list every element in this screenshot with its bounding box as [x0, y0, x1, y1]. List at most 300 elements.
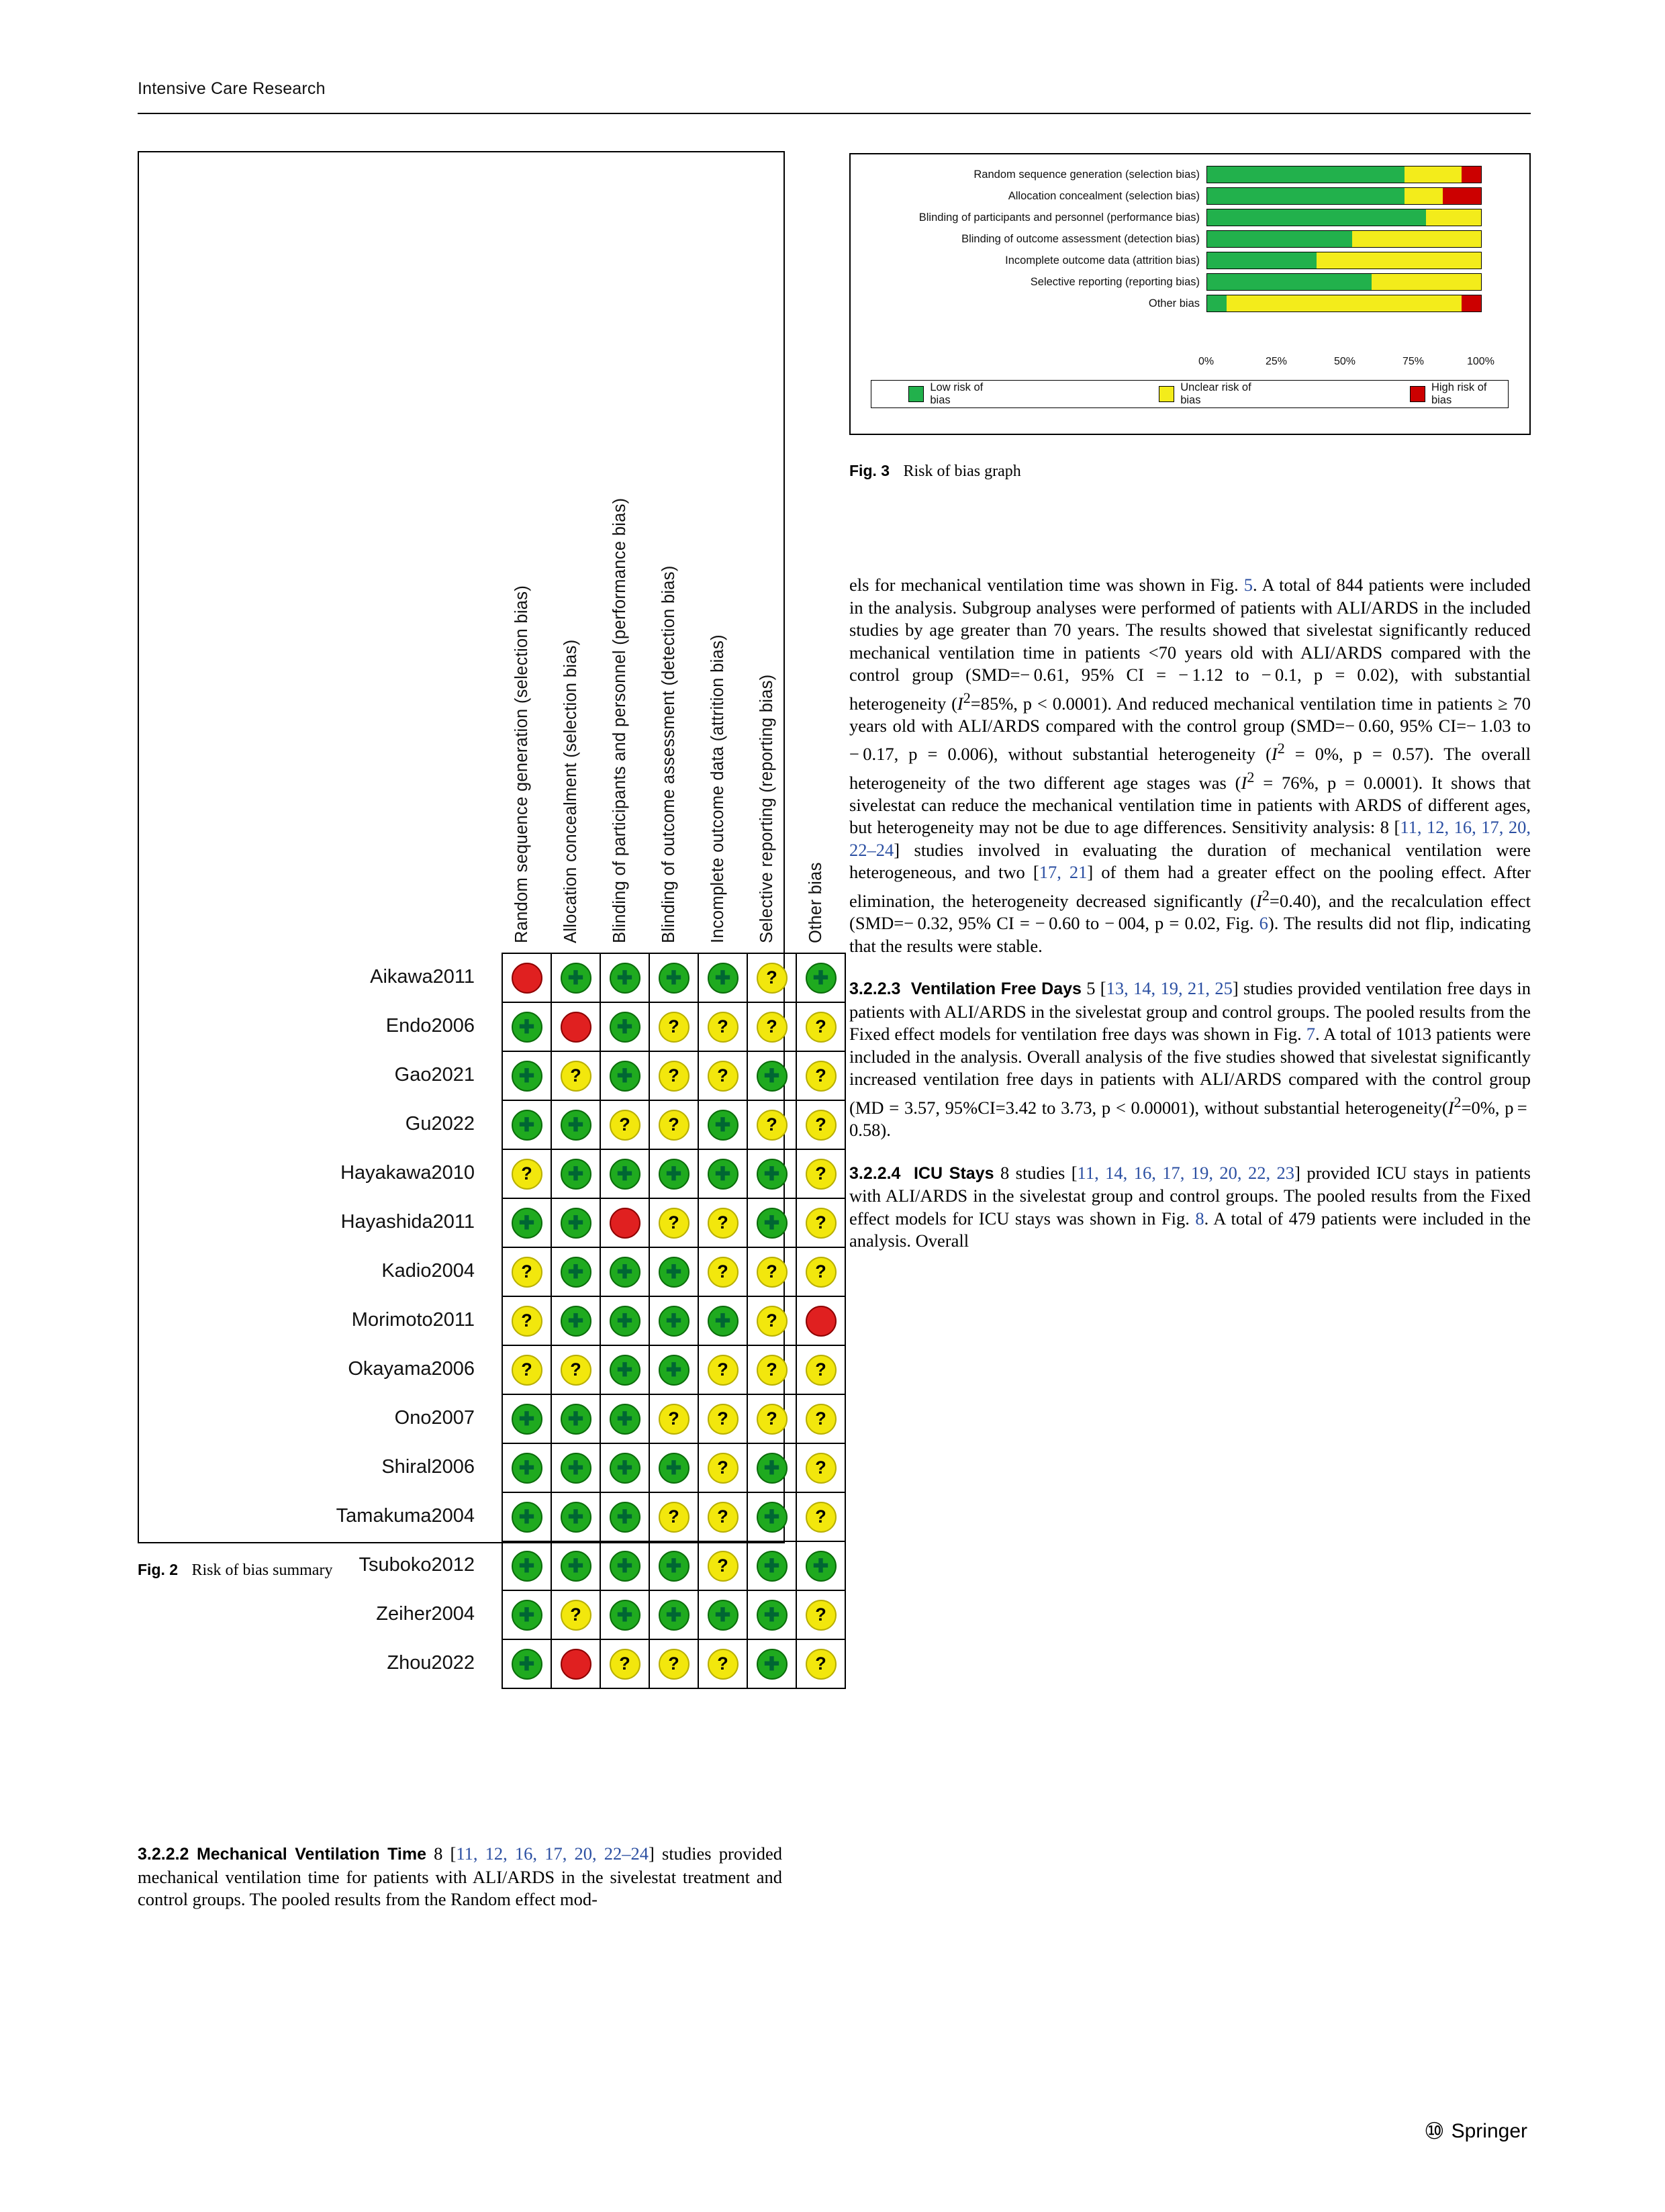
fig2-judgement-cell: [601, 954, 650, 1003]
judgement-unclear-icon: ?: [806, 1502, 837, 1533]
fig2-judgement-cell: [748, 1003, 797, 1052]
fig2-study-row: [503, 1297, 846, 1346]
fig2-column-header: Other bias: [806, 862, 825, 943]
fig2-judgement-cell: [601, 1346, 650, 1395]
fig2-judgement-cell: [650, 1640, 699, 1689]
i-squared-symbol: I: [1241, 772, 1247, 793]
judgement-low-icon: ✚: [757, 1208, 788, 1239]
judgement-low-icon: ✚: [512, 1502, 542, 1533]
judgement-unclear-icon: ?: [806, 1600, 837, 1631]
fig2-study-label: Endo2006: [385, 1015, 475, 1037]
judgement-low-icon: ✚: [610, 1012, 640, 1043]
judgement-low-icon: ✚: [757, 1649, 788, 1680]
fig2-judgement-cell: [748, 1493, 797, 1542]
text-run: ] provided ICU stays in patients with ALI/ARDS in the sivelestat group and control groups. The pooled results from the Fixed effect models for ICU stays was shown in Fig.: [849, 1162, 1531, 1229]
fig2-judgement-cell: [503, 1297, 552, 1346]
judgement-low-icon: ✚: [610, 1306, 640, 1337]
publisher-footer: [1424, 2118, 1527, 2145]
text-run: ] of them had a greater effect on the pooling effect. After elimination, the heterogeneity decreased significantly (: [849, 862, 1531, 911]
fig3-legend: [871, 380, 1509, 408]
i-squared-exponent: 2: [1262, 886, 1270, 904]
fig2-judgement-cell: [601, 1101, 650, 1150]
fig2-judgement-cell: [552, 1444, 601, 1493]
judgement-low-icon: ✚: [610, 1551, 640, 1582]
fig2-judgement-cell: [552, 1591, 601, 1640]
fig3-bar: [1206, 166, 1482, 183]
left-column-text: [138, 1843, 782, 1911]
fig3-bar: [1206, 209, 1482, 226]
judgement-high-icon: [610, 1208, 640, 1239]
fig2-judgement-cell: [699, 1003, 748, 1052]
section-title: Ventilation Free Days: [910, 979, 1082, 999]
judgement-low-icon: ✚: [659, 1453, 689, 1484]
judgement-low-icon: ✚: [610, 1159, 640, 1190]
fig3-bar-label: Random sequence generation (selection bias): [973, 168, 1200, 181]
text-run: 5 [: [1081, 978, 1106, 999]
fig3-segment-low: [1207, 252, 1317, 269]
judgement-low-icon: ✚: [610, 1502, 640, 1533]
judgement-unclear-icon: ?: [561, 1061, 591, 1092]
judgement-high-icon: [561, 1649, 591, 1680]
judgement-unclear-icon: ?: [806, 1355, 837, 1386]
fig3-bar-label: Allocation concealment (selection bias): [1008, 189, 1200, 202]
judgement-unclear-icon: ?: [512, 1257, 542, 1288]
judgement-unclear-icon: ?: [757, 1110, 788, 1141]
judgement-low-icon: ✚: [757, 1453, 788, 1484]
judgement-low-icon: ✚: [659, 963, 689, 994]
fig2-judgement-cell: [601, 1199, 650, 1248]
fig2-study-label: Kadio2004: [381, 1260, 475, 1282]
fig2-study-row: [503, 1248, 846, 1297]
text-run: =85%, p < 0.0001). And reduced mechanical ventilation time in patients ≥ 70 years old with ALI/ARDS compared with the control group (SMD=− 0.60, 95% CI=− 1.03 to − 0.17, p = 0.006), without substantial heterogeneity (: [849, 693, 1531, 765]
judgement-high-icon: [561, 1012, 591, 1043]
judgement-unclear-icon: ?: [757, 1306, 788, 1337]
fig3-segment-unclear: [1372, 274, 1481, 290]
fig2-judgement-cell: [748, 1591, 797, 1640]
fig2-judgement-cell: [503, 954, 552, 1003]
section-title: ICU Stays: [913, 1163, 994, 1183]
fig2-judgement-cell: [748, 1297, 797, 1346]
springer-logo-icon: ⑩: [1424, 2119, 1445, 2144]
legend-item-unclear: [1159, 381, 1272, 407]
judgement-unclear-icon: ?: [708, 1649, 739, 1680]
judgement-low-icon: ✚: [708, 1110, 739, 1141]
figure3-caption-label: Fig. 3: [849, 462, 890, 479]
fig2-study-row: [503, 1395, 846, 1444]
fig2-judgement-cell: [797, 1150, 846, 1199]
fig2-judgement-cell: [748, 1640, 797, 1689]
fig3-bar-row: [851, 228, 1529, 250]
fig2-judgement-cell: [699, 1199, 748, 1248]
judgement-low-icon: ✚: [757, 1061, 788, 1092]
fig2-study-row: [503, 1493, 846, 1542]
fig2-judgement-cell: [699, 1640, 748, 1689]
figure-link[interactable]: 7: [1306, 1024, 1316, 1045]
text-run: ] studies provided ventilation free days in patients with ALI/ARDS in the sivelestat group and control groups. The pooled results from the Fixed effect models for ventilation free days was shown in Fig.: [849, 978, 1531, 1045]
judgement-low-icon: ✚: [561, 1404, 591, 1435]
judgement-low-icon: ✚: [512, 1404, 542, 1435]
judgement-low-icon: ✚: [512, 1453, 542, 1484]
figure3-caption: [849, 462, 1531, 481]
judgement-low-icon: ✚: [659, 1551, 689, 1582]
judgement-low-icon: ✚: [806, 963, 837, 994]
i-squared-exponent: 2: [963, 689, 971, 706]
legend-swatch-high-icon: [1410, 386, 1425, 402]
fig2-study-label: Hayakawa2010: [340, 1162, 475, 1184]
judgement-unclear-icon: ?: [610, 1110, 640, 1141]
judgement-unclear-icon: ?: [806, 1159, 837, 1190]
reference-links[interactable]: 11, 12, 16, 17, 20, 22–24: [849, 817, 1531, 860]
judgement-unclear-icon: ?: [610, 1649, 640, 1680]
judgement-low-icon: ✚: [610, 1600, 640, 1631]
judgement-low-icon: ✚: [561, 1257, 591, 1288]
judgement-unclear-icon: ?: [806, 1012, 837, 1043]
fig2-judgement-cell: [748, 954, 797, 1003]
fig2-study-label: Shiral2006: [381, 1456, 475, 1478]
fig2-judgement-cell: [748, 1248, 797, 1297]
section-mechanical-ventilation-time: [138, 1843, 782, 1911]
i-squared-symbol: I: [1256, 890, 1262, 911]
judgement-unclear-icon: ?: [708, 1551, 739, 1582]
text-run: . A total of 1013 patients were included in the analysis. Overall analysis of the five studies showed that sivelestat significantly increased ventilation free days in patients with ALI/ARDS compared with the control group (MD = 3.57, 95%CI=3.42 to 3.73, p < 0.00001), without substantial heterogeneity(: [849, 1024, 1531, 1118]
judgement-unclear-icon: ?: [512, 1306, 542, 1337]
legend-label-unclear: Unclear risk of bias: [1180, 381, 1251, 406]
fig2-judgement-cell: [552, 1003, 601, 1052]
text-run: =0%, p = 0.58).: [849, 1097, 1531, 1141]
judgement-low-icon: ✚: [806, 1551, 837, 1582]
legend-swatch-low-icon: [908, 386, 924, 402]
fig2-study-row: [503, 1199, 846, 1248]
judgement-unclear-icon: ?: [659, 1649, 689, 1680]
judgement-unclear-icon: ?: [708, 1355, 739, 1386]
judgement-unclear-icon: ?: [708, 1208, 739, 1239]
reference-links[interactable]: 13, 14, 19, 21, 25: [1106, 978, 1233, 999]
figure-link[interactable]: 6: [1259, 913, 1268, 934]
judgement-unclear-icon: ?: [708, 1404, 739, 1435]
judgement-unclear-icon: ?: [659, 1502, 689, 1533]
judgement-unclear-icon: ?: [659, 1404, 689, 1435]
figure2-caption: [138, 1561, 782, 1580]
text-run: = 76%, p = 0.0001). It shows that sivelestat can reduce the mechanical ventilation time in patients with ARDS of different ages, but heterogeneity may not be due to age differences. Sensitivity analysis: 8 [: [849, 772, 1531, 838]
fig2-judgement-cell: [748, 1199, 797, 1248]
judgement-unclear-icon: ?: [806, 1110, 837, 1141]
judgement-low-icon: ✚: [610, 1404, 640, 1435]
fig2-judgement-cell: [797, 1591, 846, 1640]
judgement-low-icon: ✚: [610, 1061, 640, 1092]
fig2-judgement-cell: [699, 1444, 748, 1493]
fig2-judgement-cell: [601, 1248, 650, 1297]
fig2-judgement-cell: [650, 1003, 699, 1052]
fig3-segment-unclear: [1317, 252, 1481, 269]
fig2-study-label: Aikawa2011: [370, 966, 475, 988]
judgement-unclear-icon: ?: [561, 1355, 591, 1386]
fig3-bar: [1206, 252, 1482, 269]
fig2-column-header: Blinding of outcome assessment (detection bias): [659, 565, 678, 943]
right-column-text: [849, 574, 1531, 1253]
text-run: . A total of 479 patients were included in the analysis. Overall: [849, 1208, 1531, 1251]
section-number: 3.2.2.4: [849, 1163, 901, 1183]
fig2-study-label: Tamakuma2004: [336, 1505, 475, 1527]
fig2-study-row: [503, 1591, 846, 1640]
fig2-judgement-cell: [699, 1150, 748, 1199]
judgement-unclear-icon: ?: [806, 1257, 837, 1288]
text-run: els for mechanical ventilation time was shown in Fig.: [849, 575, 1244, 595]
fig2-judgement-cell: [797, 1493, 846, 1542]
judgement-unclear-icon: ?: [512, 1159, 542, 1190]
running-head: Intensive Care Research: [138, 79, 326, 98]
judgement-unclear-icon: ?: [708, 1061, 739, 1092]
fig2-judgement-cell: [650, 1493, 699, 1542]
judgement-low-icon: ✚: [561, 1306, 591, 1337]
judgement-low-icon: ✚: [512, 1649, 542, 1680]
judgement-low-icon: ✚: [512, 1551, 542, 1582]
fig3-segment-high: [1443, 188, 1481, 204]
figure-link[interactable]: 5: [1243, 575, 1253, 595]
paragraph-mechanical-ventilation-results: [849, 574, 1531, 957]
fig2-judgement-cell: [552, 954, 601, 1003]
fig3-bar-row: [851, 271, 1529, 293]
judgement-unclear-icon: ?: [757, 1012, 788, 1043]
judgement-unclear-icon: ?: [757, 1404, 788, 1435]
fig2-study-row: [503, 1346, 846, 1395]
judgement-low-icon: ✚: [659, 1355, 689, 1386]
section-text-a: 8 [: [426, 1843, 457, 1864]
fig2-judgement-cell: [601, 1591, 650, 1640]
fig2-judgement-cell: [503, 1101, 552, 1150]
fig3-segment-low: [1207, 274, 1372, 290]
fig2-judgement-cell: [552, 1493, 601, 1542]
fig3-segment-low: [1207, 231, 1352, 247]
fig3-segment-unclear: [1426, 209, 1481, 226]
judgement-low-icon: ✚: [757, 1502, 788, 1533]
fig2-judgement-cell: [650, 1248, 699, 1297]
fig2-study-label: Okayama2006: [348, 1358, 475, 1380]
fig3-segment-low: [1207, 295, 1227, 311]
judgement-low-icon: ✚: [561, 1502, 591, 1533]
reference-links[interactable]: 11, 14, 16, 17, 19, 20, 22, 23: [1077, 1162, 1295, 1183]
judgement-low-icon: ✚: [708, 1159, 739, 1190]
fig2-judgement-cell: [699, 1101, 748, 1150]
fig3-bar: [1206, 273, 1482, 291]
judgement-low-icon: ✚: [512, 1012, 542, 1043]
judgement-unclear-icon: ?: [659, 1061, 689, 1092]
judgement-high-icon: [512, 963, 542, 994]
fig2-judgement-cell: [650, 1150, 699, 1199]
fig3-tick: 25%: [1266, 356, 1288, 367]
judgement-low-icon: ✚: [561, 963, 591, 994]
fig3-segment-low: [1207, 166, 1405, 183]
judgement-low-icon: ✚: [512, 1208, 542, 1239]
fig2-study-row: [503, 1444, 846, 1493]
judgement-low-icon: ✚: [512, 1110, 542, 1141]
fig2-judgement-cell: [797, 1542, 846, 1591]
judgement-unclear-icon: ?: [757, 963, 788, 994]
fig2-judgement-cell: [797, 1297, 846, 1346]
fig2-study-label: Zhou2022: [387, 1652, 475, 1674]
fig2-judgement-cell: [552, 1297, 601, 1346]
i-squared-exponent: 2: [1247, 768, 1255, 785]
judgement-unclear-icon: ?: [512, 1355, 542, 1386]
text-run: ] studies involved in evaluating the duration of mechanical ventilation were heterogeneous, and two [: [849, 839, 1531, 883]
judgement-low-icon: ✚: [610, 1453, 640, 1484]
fig2-judgement-cell: [650, 1444, 699, 1493]
fig2-judgement-cell: [503, 1248, 552, 1297]
fig2-judgement-cell: [552, 1101, 601, 1150]
judgement-low-icon: ✚: [708, 1600, 739, 1631]
fig2-judgement-cell: [601, 1052, 650, 1101]
fig3-segment-high: [1462, 166, 1481, 183]
text-run: =0.40), and the recalculation effect (SMD=− 0.32, 95% CI = − 0.60 to − 004, p = 0.02, Fig.: [849, 890, 1531, 934]
fig2-study-row: [503, 1052, 846, 1101]
figure2-caption-label: Fig. 2: [138, 1561, 179, 1578]
fig2-study-row: [503, 954, 846, 1003]
fig2-judgement-cell: [699, 954, 748, 1003]
fig2-study-label: Ono2007: [394, 1407, 475, 1429]
judgement-unclear-icon: ?: [757, 1257, 788, 1288]
fig2-judgement-cell: [699, 1395, 748, 1444]
section-number: 3.2.2.3: [849, 979, 901, 999]
judgement-low-icon: ✚: [659, 1257, 689, 1288]
judgement-low-icon: ✚: [610, 1257, 640, 1288]
judgement-low-icon: ✚: [659, 1306, 689, 1337]
text-run: = 0%, p = 0.57). The overall heterogeneity of the two different age stages was (: [849, 744, 1531, 793]
text-run: ). The results did not flip, indicating that the results were stable.: [849, 913, 1531, 956]
fig2-judgement-cell: [552, 1150, 601, 1199]
fig3-bar-label: Incomplete outcome data (attrition bias): [1005, 254, 1200, 267]
fig3-bar-row: [851, 293, 1529, 314]
fig2-judgement-cell: [797, 1052, 846, 1101]
judgement-unclear-icon: ?: [659, 1208, 689, 1239]
fig2-judgement-cell: [503, 1591, 552, 1640]
fig2-judgement-cell: [601, 1003, 650, 1052]
judgement-low-icon: ✚: [757, 1600, 788, 1631]
fig2-judgement-cell: [601, 1395, 650, 1444]
fig2-study-row: [503, 1640, 846, 1689]
fig3-segment-unclear: [1352, 231, 1481, 247]
legend-label-low: Low risk of bias: [930, 381, 984, 406]
section-ventilation-free-days: 3.2.2.3 Ventilation Free Days 5 [13, 14, 19, 21, 25] studies provided ventilation free days in patients with ALI/ARDS in the sivelestat group and control groups. The pooled results from the Fixed effect models for ventilation free days was shown in Fig. 7. A total of 1013 patients were included in the analysis. Overall analysis of the five studies showed that sivelestat significantly increased ventilation free days in patients with ALI/ARDS compared with the control group (MD = 3.57, 95%CI=3.42 to 3.73, p < 0.00001), without substantial $heterogeneity(I^2=0\%$, p = 0.58).: [849, 978, 1531, 1141]
judgement-low-icon: ✚: [512, 1061, 542, 1092]
fig2-judgement-cell: [797, 1395, 846, 1444]
judgement-low-icon: ✚: [610, 963, 640, 994]
fig2-study-label: Hayashida2011: [340, 1211, 475, 1233]
fig2-judgement-cell: [552, 1640, 601, 1689]
fig3-bar-row: [851, 164, 1529, 185]
fig2-judgement-cell: [650, 1297, 699, 1346]
legend-item-low: [908, 381, 1004, 407]
fig2-judgement-cell: [699, 1346, 748, 1395]
fig2-judgement-cell: [503, 1199, 552, 1248]
fig2-judgement-cell: [797, 954, 846, 1003]
fig2-judgement-cell: [552, 1346, 601, 1395]
judgement-unclear-icon: ?: [708, 1502, 739, 1533]
fig2-judgement-cell: [699, 1248, 748, 1297]
figure2-caption-text: Risk of bias summary: [191, 1561, 333, 1579]
judgement-low-icon: ✚: [659, 1159, 689, 1190]
fig2-judgement-cell: [699, 1493, 748, 1542]
fig3-segment-unclear: [1227, 295, 1462, 311]
section-text-b: ] studies provided mechanical ventilation time for patients with ALI/ARDS in the sivelestat treatment and control groups. The pooled results from the Random effect mod-: [138, 1843, 782, 1909]
judgement-low-icon: ✚: [561, 1110, 591, 1141]
fig2-study-label: Zeiher2004: [376, 1603, 475, 1625]
fig3-bar: [1206, 187, 1482, 205]
fig2-judgement-cell: [699, 1052, 748, 1101]
fig3-bar-row: [851, 207, 1529, 228]
judgement-low-icon: ✚: [708, 963, 739, 994]
fig2-judgement-cell: [503, 1052, 552, 1101]
fig2-judgement-cell: [650, 1199, 699, 1248]
fig3-tick: 50%: [1334, 356, 1356, 367]
i-squared-symbol: I: [1271, 744, 1278, 765]
judgement-unclear-icon: ?: [708, 1012, 739, 1043]
fig2-judgement-cell: [552, 1052, 601, 1101]
fig2-judgement-cell: [650, 1101, 699, 1150]
fig2-judgement-cell: [650, 1052, 699, 1101]
judgement-low-icon: ✚: [561, 1159, 591, 1190]
fig2-study-label: Morimoto2011: [351, 1309, 475, 1331]
fig3-segment-low: [1207, 188, 1405, 204]
fig2-judgement-cell: [650, 1591, 699, 1640]
fig2-judgement-cell: [650, 954, 699, 1003]
judgement-unclear-icon: ?: [708, 1453, 739, 1484]
fig2-judgement-cell: [552, 1395, 601, 1444]
judgement-low-icon: ✚: [659, 1600, 689, 1631]
legend-label-high: High risk of bias: [1431, 381, 1487, 406]
judgement-unclear-icon: ?: [806, 1061, 837, 1092]
judgement-low-icon: ✚: [610, 1355, 640, 1386]
fig2-column-header: Blinding of participants and personnel (performance bias): [610, 497, 629, 943]
fig2-study-row: [503, 1003, 846, 1052]
fig3-bar: [1206, 295, 1482, 312]
judgement-low-icon: ✚: [561, 1208, 591, 1239]
fig2-study-row: [503, 1101, 846, 1150]
fig2-judgement-cell: [748, 1444, 797, 1493]
fig3-bar-label: Other bias: [1148, 297, 1200, 309]
fig2-judgement-cell: [650, 1346, 699, 1395]
fig2-judgement-cell: [748, 1052, 797, 1101]
fig3-bar-label: Blinding of participants and personnel (performance bias): [918, 211, 1200, 224]
judgement-low-icon: ✚: [561, 1453, 591, 1484]
fig2-judgement-cell: [601, 1150, 650, 1199]
fig2-judgement-cell: [797, 1199, 846, 1248]
judgement-low-icon: ✚: [708, 1306, 739, 1337]
fig2-column-header: Random sequence generation (selection bias): [512, 585, 531, 943]
figure3-caption-text: Risk of bias graph: [903, 463, 1021, 480]
fig2-judgement-cell: [699, 1591, 748, 1640]
reference-links[interactable]: 11, 12, 16, 17, 20, 22–24: [456, 1843, 649, 1864]
fig3-bar-row: [851, 185, 1529, 207]
fig2-judgement-cell: [503, 1493, 552, 1542]
fig3-bar-row: [851, 250, 1529, 271]
fig2-judgement-cell: [748, 1101, 797, 1150]
fig2-column-header: Selective reporting (reporting bias): [757, 674, 776, 943]
reference-links[interactable]: 17, 21: [1039, 862, 1088, 883]
fig3-bar-label: Blinding of outcome assessment (detection bias): [961, 232, 1200, 245]
i-squared-symbol: I: [957, 693, 963, 714]
figure-link[interactable]: 8: [1195, 1208, 1204, 1229]
legend-swatch-unclear-icon: [1159, 386, 1174, 402]
fig2-judgement-cell: [601, 1444, 650, 1493]
judgement-unclear-icon: ?: [806, 1208, 837, 1239]
fig2-judgement-cell: [552, 1199, 601, 1248]
judgement-unclear-icon: ?: [561, 1600, 591, 1631]
fig2-judgement-cell: [601, 1493, 650, 1542]
fig2-judgement-cell: [503, 1346, 552, 1395]
judgement-low-icon: ✚: [512, 1600, 542, 1631]
fig3-tick: 75%: [1402, 356, 1425, 367]
fig2-judgement-cell: [699, 1297, 748, 1346]
judgement-unclear-icon: ?: [708, 1257, 739, 1288]
